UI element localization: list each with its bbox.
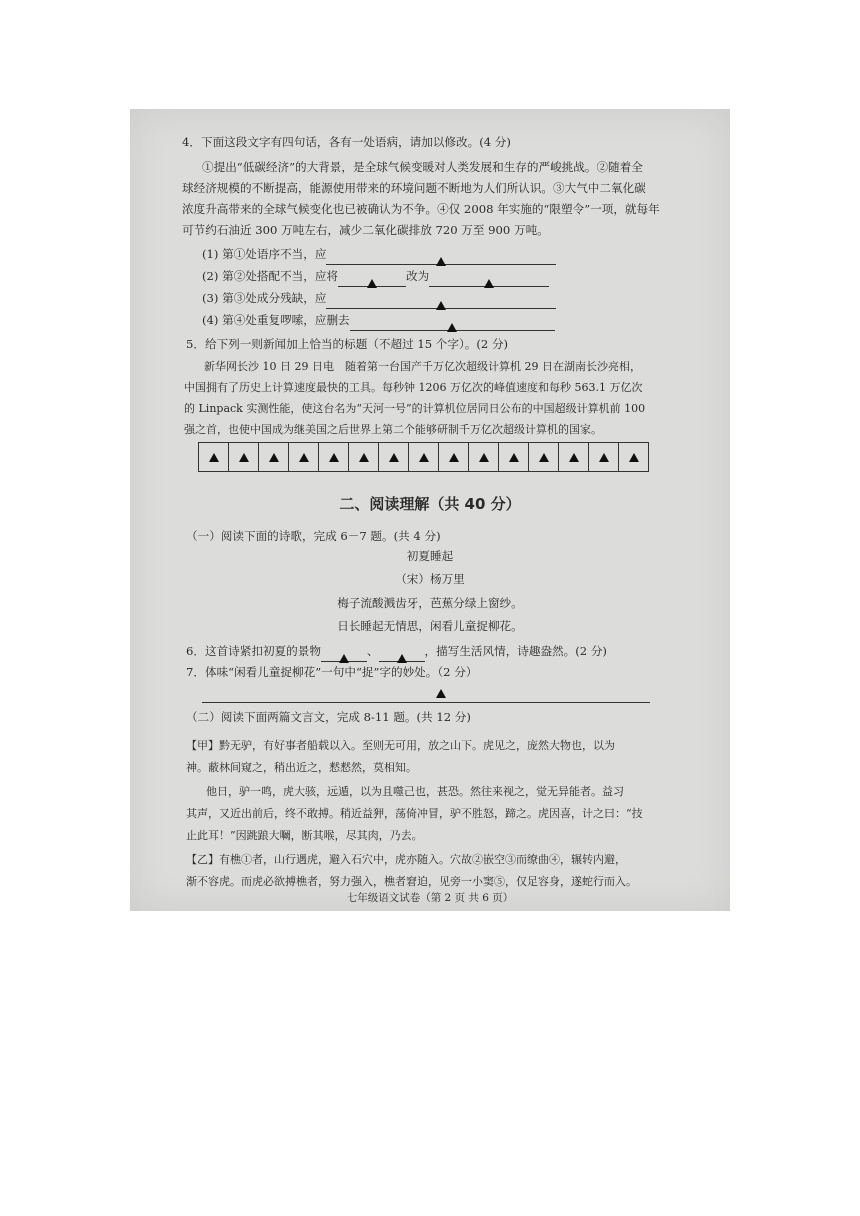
q5-para-line: 强之首，也使中国成为继美国之后世界上第二个能够研制千万亿次超级计算机的国家。 [184, 423, 602, 436]
answer-box[interactable] [289, 443, 319, 471]
q5-para-line: 的 Linpack 实测性能，使这台名为“天河一号”的计算机位居同日公布的中国超级计算机前 100 [184, 402, 646, 415]
jia-line: 他日，驴一鸣，虎大骇，远遁，以为且噬己也，甚恐。然往来视之，觉无异能者。益习 [206, 785, 624, 798]
q5-para-line: 新华网长沙 10 日 29 日电 随着第一台国产千万亿次超级计算机 29 日在湖南长沙亮相， [204, 360, 641, 373]
answer-box[interactable] [409, 443, 439, 471]
answer-blank[interactable] [338, 272, 406, 287]
answer-blank[interactable] [326, 250, 556, 265]
q4-item-label: (1) 第①处语序不当，应 [202, 247, 327, 261]
part2-heading: （二）阅读下面两篇文言文，完成 8-11 题。(共 12 分) [186, 710, 471, 724]
q4-para-line: ①提出“低碳经济”的大背景，是全球气候变暖对人类发展和生存的严峻挑战。②随着全 [202, 160, 643, 174]
answer-blank[interactable] [429, 272, 549, 287]
q5-stem: 5．给下列一则新闻加上恰当的标题（不超过 15 个字）。(2 分) [186, 337, 509, 351]
poem-title: 初夏睡起 [406, 549, 454, 563]
jia-line: 【甲】黔无驴，有好事者船载以入。至则无可用，放之山下。虎见之，庞然大物也，以为 [186, 739, 615, 752]
yi-line: 渐不容虎。而虎必欲搏樵者，努力强入，樵者窘迫，见旁一小窦⑤，仅足容身，遂蛇行而入。 [186, 875, 637, 888]
answer-triangle-icon [539, 453, 549, 462]
answer-triangle-icon [479, 453, 489, 462]
q4-para-line: 球经济规模的不断提高，能源使用带来的环境问题不断地为人们所认识。③大气中二氧化碳 [182, 181, 646, 195]
answer-triangle-icon [359, 453, 369, 462]
answer-box[interactable] [559, 443, 589, 471]
answer-triangle-icon [449, 453, 459, 462]
q4-item-label: (2) 第②处搭配不当，应将 [202, 269, 339, 283]
poem-line: 日长睡起无情思，闲看儿童捉柳花。 [337, 619, 523, 633]
answer-box[interactable] [499, 443, 529, 471]
answer-box[interactable] [619, 443, 648, 471]
answer-triangle-icon [629, 453, 639, 462]
answer-blank[interactable] [350, 316, 555, 331]
answer-box[interactable] [199, 443, 229, 471]
answer-triangle-icon [436, 682, 446, 703]
answer-box[interactable] [589, 443, 619, 471]
photographed-exam-page [130, 109, 730, 911]
q7: 7．体味“闲看儿童捉柳花”一句中“捉”字的妙处。（2 分） [186, 665, 478, 679]
part1-heading: （一）阅读下面的诗歌，完成 6－7 题。(共 4 分) [186, 529, 441, 543]
answer-box[interactable] [439, 443, 469, 471]
q4-item-mid: 改为 [406, 269, 430, 283]
q5-para-line: 中国拥有了历史上计算速度最快的工具。每秒钟 1206 万亿次的峰值速度和每秒 563.1 万亿次 [184, 381, 643, 394]
answer-box[interactable] [469, 443, 499, 471]
page-footer: 七年级语文试卷（第 2 页 共 6 页） [346, 892, 514, 904]
answer-triangle-icon [209, 453, 219, 462]
poem-line: 梅子流酸溅齿牙，芭蕉分绿上窗纱。 [337, 596, 523, 610]
answer-triangle-icon [367, 279, 377, 288]
q4-item-2 [202, 266, 549, 287]
q4-item-label: (4) 第④处重复啰嗦，应删去 [202, 313, 350, 327]
answer-triangle-icon [569, 453, 579, 462]
jia-line: 神。蔽林间窥之，稍出近之，慭慭然，莫相知。 [186, 761, 417, 774]
answer-triangle-icon [436, 257, 446, 266]
jia-line: 其声，又近出前后，终不敢搏。稍近益狎，荡倚冲冒，驴不胜怒，蹄之。虎因喜，计之曰：“技 [186, 807, 643, 820]
poem-author: （宋）杨万里 [395, 572, 465, 586]
q4-item-3 [202, 288, 556, 309]
answer-triangle-icon [329, 453, 339, 462]
answer-blank[interactable] [379, 647, 425, 662]
answer-triangle-icon [484, 279, 494, 288]
answer-box[interactable] [349, 443, 379, 471]
answer-triangle-icon [389, 453, 399, 462]
q5-answer-boxes [198, 442, 649, 472]
q6-pre: 6．这首诗紧扣初夏的景物 [186, 644, 321, 658]
answer-box[interactable] [259, 443, 289, 471]
yi-line: 【乙】有樵①者，山行遇虎，避入石穴中，虎亦随入。穴故②嵌空③而缭曲④，辗转内避， [186, 853, 626, 866]
answer-triangle-icon [599, 453, 609, 462]
answer-triangle-icon [419, 453, 429, 462]
answer-triangle-icon [239, 453, 249, 462]
q7-answer-line[interactable] [202, 702, 650, 703]
answer-box[interactable] [319, 443, 349, 471]
q6 [186, 641, 607, 662]
q6-sep: 、 [366, 644, 379, 658]
answer-box[interactable] [229, 443, 259, 471]
q4-para-line: 可节约石油近 300 万吨左右，减少二氧化碳排放 720 万至 900 万吨。 [182, 223, 549, 237]
answer-triangle-icon [447, 323, 457, 332]
jia-line: 止此耳！”因跳踉大㘎，断其喉，尽其肉，乃去。 [186, 829, 423, 842]
section-title: 二、阅读理解（共 40 分） [339, 495, 521, 513]
answer-triangle-icon [436, 301, 446, 310]
answer-triangle-icon [299, 453, 309, 462]
q4-item-1 [202, 244, 556, 265]
exam-sheet [130, 109, 730, 911]
q4-stem: 4．下面这段文字有四句话，各有一处语病，请加以修改。(4 分) [182, 135, 511, 149]
answer-box[interactable] [529, 443, 559, 471]
q6-post: ，描写生活风情，诗趣盎然。(2 分) [424, 644, 607, 658]
q4-para-line: 浓度升高带来的全球气候变化也已被确认为不争。④仅 2008 年实施的“限塑令”一项，就每年 [182, 202, 660, 216]
q4-item-label: (3) 第③处成分残缺，应 [202, 291, 327, 305]
answer-box[interactable] [379, 443, 409, 471]
answer-triangle-icon [509, 453, 519, 462]
answer-blank[interactable] [321, 647, 367, 662]
answer-blank[interactable] [326, 294, 556, 309]
q4-item-4 [202, 310, 555, 331]
answer-triangle-icon [269, 453, 279, 462]
